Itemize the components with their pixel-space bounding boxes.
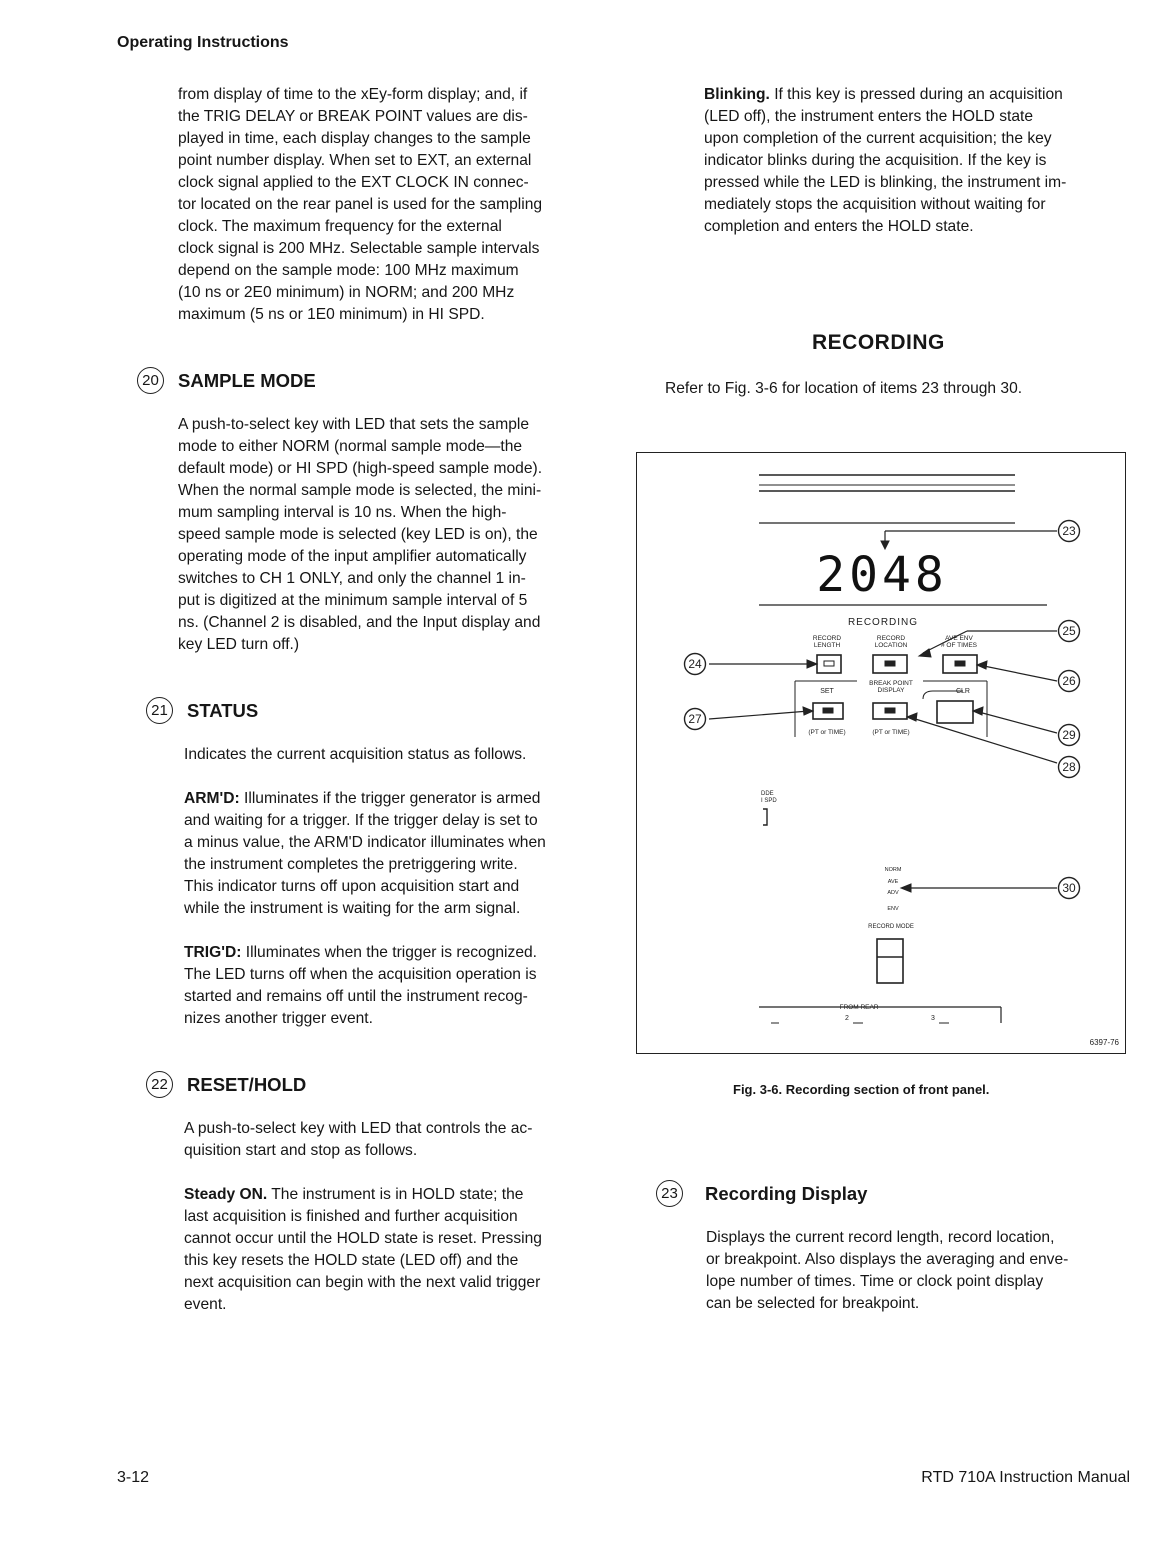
env-label: ENV <box>887 906 899 912</box>
callout-25 <box>1059 621 1080 642</box>
section-title: STATUS <box>187 699 259 721</box>
text-line: upon completion of the current acquisition; the key <box>704 130 1052 147</box>
record-length-label: LENGTH <box>813 642 841 649</box>
status-intro <box>184 744 601 766</box>
trigd-paragraph <box>184 942 601 1030</box>
svg-text:30: 30 <box>1062 881 1076 895</box>
term-text: Illuminates when the trigger is recognized. <box>245 944 537 961</box>
text-line: or breakpoint. Also displays the averaging and enve- <box>706 1251 1069 1268</box>
callout-29 <box>1059 725 1080 746</box>
text-line: (LED off), the instrument enters the HOLD state <box>704 108 1034 125</box>
callout-line-27 <box>709 711 809 719</box>
text-line: next acquisition can begin with the next valid trigger <box>184 1274 541 1291</box>
text-line: indicator blinks during the acquisition. If the key is <box>704 152 1047 169</box>
record-mode-label: RECORD MODE <box>868 924 914 930</box>
text-line: depend on the sample mode: 100 MHz maximum <box>178 262 519 279</box>
led-indicator <box>885 661 895 666</box>
arrowhead <box>977 661 987 669</box>
arrowhead <box>919 649 931 657</box>
callout-23 <box>1059 521 1080 542</box>
text-line: can be selected for breakpoint. <box>706 1295 920 1312</box>
record-length-key <box>817 655 841 673</box>
text-line: The LED turns off when the acquisition operation is <box>184 966 537 983</box>
svg-text:27: 27 <box>688 712 702 726</box>
item-number-badge: 23 <box>656 1180 683 1207</box>
sample-mode-paragraph <box>178 414 595 656</box>
text-line <box>184 788 601 810</box>
text-line: the TRIG DELAY or BREAK POINT values are dis- <box>178 108 528 125</box>
text-line: This indicator turns off upon acquisition start and <box>184 878 520 895</box>
text-line: tor located on the rear panel is used for the sampling <box>178 196 543 213</box>
arrowhead <box>973 707 983 715</box>
text-line: from display of time to the xEy-form display; and, if <box>178 86 528 103</box>
callout-28 <box>1059 757 1080 778</box>
text-line: cannot occur until the HOLD state is reset. Pressing <box>184 1230 542 1247</box>
figure-caption: Fig. 3-6. Recording section of front panel. <box>733 1082 990 1097</box>
ave-label: AVE <box>887 879 899 885</box>
hi-spd-bracket <box>763 809 767 825</box>
sample-mode-heading <box>137 367 316 394</box>
term-text: If this key is pressed during an acquisition <box>774 86 1063 103</box>
text-line <box>184 1184 601 1206</box>
record-location-label: RECORD <box>876 635 906 642</box>
blinking-paragraph <box>704 84 1120 238</box>
arrowhead <box>807 660 817 668</box>
section-title: Recording Display <box>705 1182 868 1204</box>
text-line: while the instrument is waiting for the arm signal. <box>184 900 521 917</box>
record-mode-switch <box>877 939 903 983</box>
callout-line-26 <box>979 665 1057 681</box>
manual-title: RTD 710A Instruction Manual <box>921 1469 1130 1486</box>
recording-display-heading <box>656 1180 867 1207</box>
text-line: put is digitized at the minimum sample interval of 5 <box>178 592 528 609</box>
text-line: A push-to-select key with LED that sets the sample <box>178 416 530 433</box>
svg-text:25: 25 <box>1062 624 1076 638</box>
recording-heading: RECORDING <box>812 331 945 354</box>
text-line: pressed while the LED is blinking, the instrument im- <box>704 174 1067 191</box>
section-title: SAMPLE MODE <box>178 369 316 391</box>
text-line: key LED turn off.) <box>178 636 300 653</box>
steady-on-paragraph <box>184 1184 601 1316</box>
led-indicator <box>823 708 833 713</box>
led-indicator <box>885 708 895 713</box>
recording-reference: Refer to Fig. 3-6 for location of items 23 through 30. <box>665 380 1023 397</box>
text-line: mode to either NORM (normal sample mode—the <box>178 438 523 455</box>
text-line: default mode) or HI SPD (high-speed sample mode). <box>178 460 543 477</box>
text-line: clock signal applied to the EXT CLOCK IN connec- <box>178 174 529 191</box>
item-number-badge: 20 <box>137 367 164 394</box>
svg-text:23: 23 <box>1062 524 1076 538</box>
text-line: clock signal is 200 MHz. Selectable sample intervals <box>178 240 540 257</box>
term-label: ARM'D: <box>184 790 240 807</box>
text-line: completion and enters the HOLD state. <box>704 218 974 235</box>
item-number-badge: 21 <box>146 697 173 724</box>
text-line: nizes another trigger event. <box>184 1010 373 1027</box>
text-line: this key resets the HOLD state (LED off) and the <box>184 1252 519 1269</box>
callout-24 <box>685 654 706 675</box>
set-label: SET <box>820 688 834 695</box>
text-line: and waiting for a trigger. If the trigger delay is set to <box>184 812 538 829</box>
text-line: maximum (5 ns or 1E0 minimum) in HI SPD. <box>178 306 485 323</box>
text-line <box>184 942 601 964</box>
break-point-label: BREAK POINT <box>869 680 913 687</box>
arrowhead <box>803 707 813 715</box>
text-line: Displays the current record length, record location, <box>706 1229 1055 1246</box>
text-line: mediately stops the acquisition without waiting for <box>704 196 1046 213</box>
led-indicator <box>955 661 965 666</box>
text-line: A push-to-select key with LED that controls the ac- <box>184 1120 533 1137</box>
text-line: played in time, each display changes to the sample <box>178 130 531 147</box>
item-number-badge: 22 <box>146 1071 173 1098</box>
running-head: Operating Instructions <box>117 34 289 51</box>
arrowhead <box>901 884 911 892</box>
text-line: point number display. When set to EXT, an external <box>178 152 532 169</box>
ave-env-label: AVE ENV <box>945 635 973 642</box>
reset-hold-paragraph <box>184 1118 601 1162</box>
text-line: lope number of times. Time or clock point display <box>706 1273 1044 1290</box>
text-line: a minus value, the ARM'D indicator illuminates when <box>184 834 546 851</box>
recording-panel-figure <box>636 452 1126 1054</box>
svg-text:24: 24 <box>688 657 702 671</box>
text-line: (10 ns or 2E0 minimum) in NORM; and 200 MHz <box>178 284 515 301</box>
callout-line-28 <box>909 717 1057 763</box>
pt-time-label: (PT or TIME) <box>872 729 910 736</box>
hi-spd-label: I SPD <box>761 798 777 804</box>
text-line: quisition start and stop as follows. <box>184 1142 418 1159</box>
svg-text:29: 29 <box>1062 728 1076 742</box>
clr-label: CLR <box>955 688 971 695</box>
reset-hold-heading <box>146 1071 306 1098</box>
pt-time-label: (PT or TIME) <box>808 729 846 736</box>
record-length-label: RECORD <box>812 635 842 642</box>
arrowhead <box>907 713 917 721</box>
recording-display-paragraph <box>706 1227 1122 1315</box>
seven-segment-display: 2048 <box>816 547 948 603</box>
text-line: event. <box>184 1296 227 1313</box>
led-indicator <box>824 661 834 666</box>
text-line: clock. The maximum frequency for the external <box>178 218 502 235</box>
term-text: Illuminates if the trigger generator is armed <box>244 790 541 807</box>
text-line: Indicates the current acquisition status as follows. <box>184 746 527 763</box>
term-label: Blinking. <box>704 86 770 103</box>
text-line: speed sample mode is selected (key LED is on), the <box>178 526 538 543</box>
callout-26 <box>1059 671 1080 692</box>
callout-27 <box>685 709 706 730</box>
text-line: last acquisition is finished and further acquisition <box>184 1208 518 1225</box>
page-number: 3-12 <box>117 1469 150 1486</box>
term-label: TRIG'D: <box>184 944 242 961</box>
term-text: The instrument is in HOLD state; the <box>271 1186 524 1203</box>
record-location-label: LOCATION <box>874 642 908 649</box>
svg-text:26: 26 <box>1062 674 1076 688</box>
clr-key <box>937 701 973 723</box>
figure-code: 6397-76 <box>1089 1038 1119 1047</box>
section-title: RESET/HOLD <box>187 1073 307 1095</box>
recording-panel-title: RECORDING <box>847 617 919 628</box>
adv-label: ADV <box>887 890 899 896</box>
scale-mark: 2 <box>845 1015 849 1022</box>
text-line: started and remains off until the instrument recog- <box>184 988 528 1005</box>
svg-text:28: 28 <box>1062 760 1076 774</box>
armd-paragraph <box>184 788 601 920</box>
norm-label: NORM <box>884 867 902 873</box>
text-line: the instrument completes the pretriggering write. <box>184 856 518 873</box>
status-heading <box>146 697 258 724</box>
break-point-label: DISPLAY <box>877 687 905 694</box>
text-line <box>704 84 1120 106</box>
ave-env-label: # OF TIMES <box>941 642 977 649</box>
intro-paragraph <box>178 84 595 326</box>
callout-30 <box>1059 878 1080 899</box>
text-line: switches to CH 1 ONLY, and only the channel 1 in- <box>178 570 526 587</box>
text-line: operating mode of the input amplifier automatically <box>178 548 527 565</box>
hi-spd-label: DDE <box>761 791 774 797</box>
text-line: When the normal sample mode is selected, the mini- <box>178 482 542 499</box>
text-line: ns. (Channel 2 is disabled, and the Input display and <box>178 614 541 631</box>
text-line: mum sampling interval is 10 ns. When the high- <box>178 504 507 521</box>
from-rear-label: FROM REAR <box>839 1004 879 1011</box>
scale-mark: 3 <box>931 1015 935 1022</box>
term-label: Steady ON. <box>184 1186 268 1203</box>
